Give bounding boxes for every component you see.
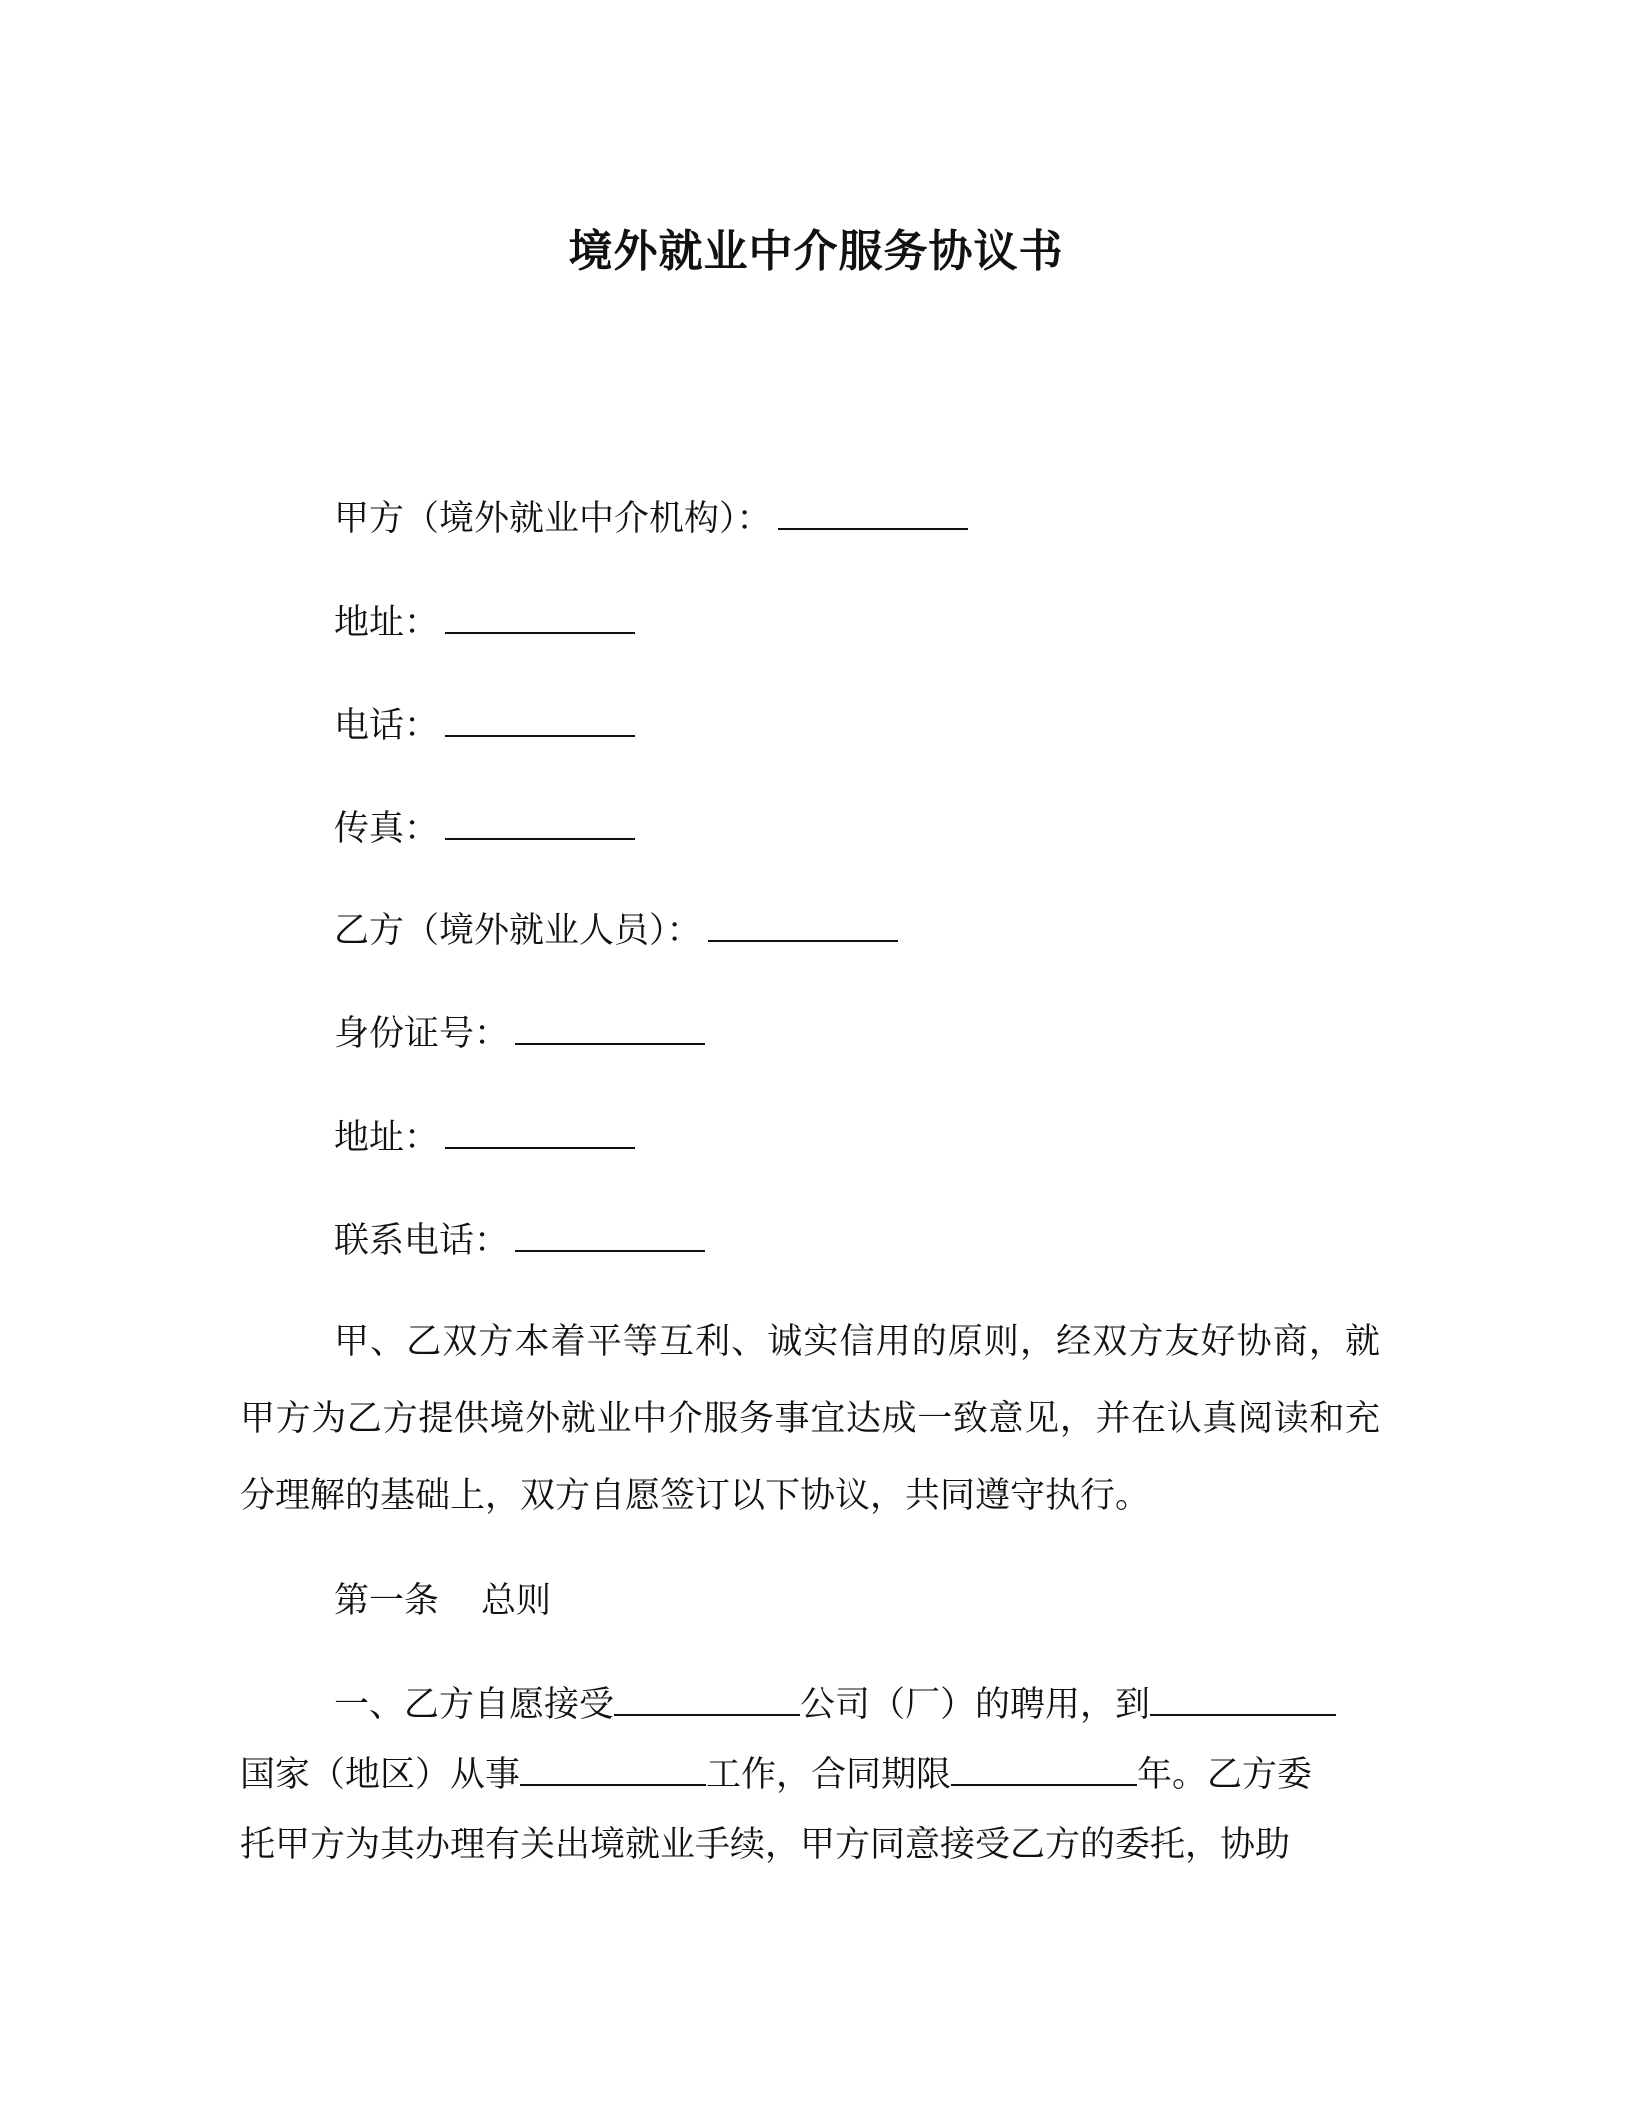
party-b-address-field	[334, 1113, 635, 1163]
party-b-name-blank	[708, 912, 898, 942]
country-blank	[1150, 1686, 1336, 1716]
clause-1-text-3: 国家（地区）从事	[240, 1755, 521, 1795]
clause-1-text-4: 工作，合同期限	[706, 1755, 952, 1795]
party-b-address-blank	[445, 1119, 635, 1149]
clause-1-line-1	[240, 1670, 1400, 1740]
party-a-fax-label: 传真：	[334, 809, 440, 849]
party-a-fax-blank	[445, 810, 635, 840]
party-a-fax-field	[334, 804, 635, 854]
party-a-phone-label: 电话：	[334, 706, 440, 746]
clause-1-text-1: 一、乙方自愿接受	[334, 1685, 615, 1725]
job-blank	[520, 1756, 706, 1786]
clause-1-text-5: 年。乙方委	[1137, 1755, 1313, 1795]
party-a-address-field	[334, 598, 635, 648]
clause-1-text-2: 公司（厂）的聘用，到	[800, 1685, 1151, 1725]
article-1-clause-1	[240, 1670, 1400, 1880]
party-b-contact-phone-field	[334, 1216, 705, 1266]
clause-1-line-3	[240, 1810, 1400, 1880]
party-a-name-blank	[778, 500, 968, 530]
party-b-address-label: 地址：	[334, 1118, 440, 1158]
party-b-contact-phone-blank	[515, 1222, 705, 1252]
party-a-address-blank	[445, 604, 635, 634]
party-a-name-label: 甲方（境外就业中介机构）：	[334, 499, 772, 539]
party-b-id-label: 身份证号：	[334, 1014, 510, 1054]
party-b-contact-phone-label: 联系电话：	[334, 1221, 510, 1261]
party-a-phone-field	[334, 701, 635, 751]
clause-1-text-6: 托甲方为其办理有关出境就业手续，甲方同意接受乙方的委托，协助	[240, 1825, 1291, 1865]
party-a-phone-blank	[445, 707, 635, 737]
party-a-address-label: 地址：	[334, 603, 440, 643]
company-blank	[614, 1686, 800, 1716]
party-b-name-label: 乙方（境外就业人员）：	[334, 911, 702, 951]
party-b-id-blank	[515, 1015, 705, 1045]
article-1-heading	[334, 1576, 551, 1626]
term-years-blank	[951, 1756, 1137, 1786]
clause-1-line-2	[240, 1740, 1400, 1810]
party-b-name-field	[334, 906, 898, 956]
article-1-number: 第一条	[334, 1581, 440, 1621]
party-b-id-field	[334, 1009, 705, 1059]
party-a-name-field	[334, 494, 968, 544]
document-title: 境外就业中介服务协议书	[568, 226, 1064, 277]
article-1-title: 总则	[481, 1581, 552, 1621]
preamble-paragraph: 甲、乙双方本着平等互利、诚实信用的原则，经双方友好协商，就甲方为乙方提供境外就业中介服务事宜达成一致意见，并在认真阅读和充分理解的基础上，双方自愿签订以下协议，共同遵守执行。	[240, 1322, 1380, 1516]
